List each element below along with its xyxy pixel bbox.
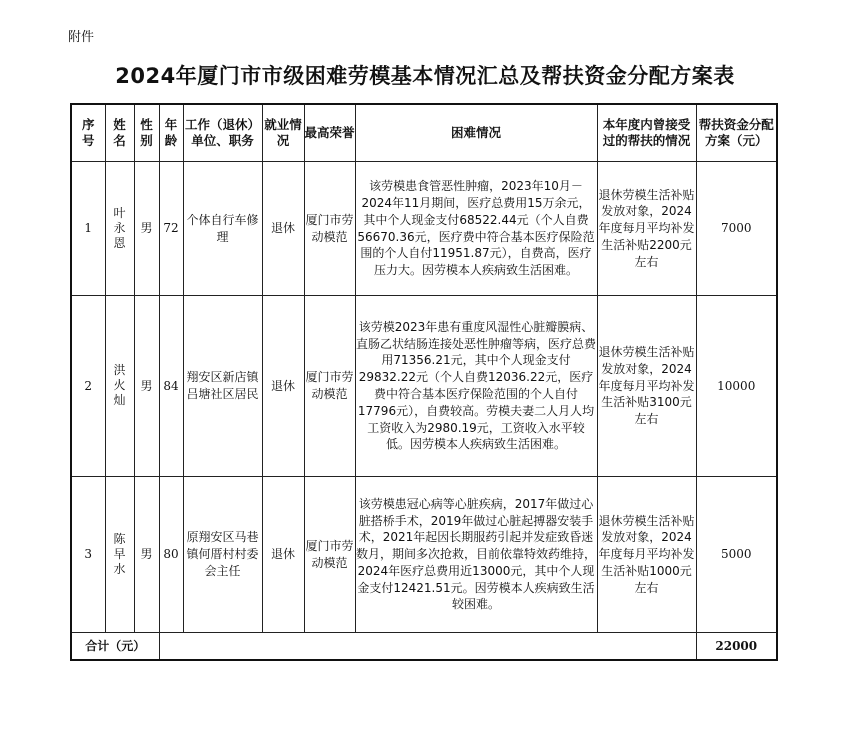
row-honor: 厦门市劳动模范: [304, 477, 355, 633]
row-difficulty: 该劳模2023年患有重度风湿性心脏瓣膜病、直肠乙状结肠连接处恶性肿瘤等病，医疗总费用71356.21元，其中个人现金支付29832.22元（个人自费12036.22元，医疗费中符合基本医疗保险范围的个人自付17796元），自费较高。劳模夫妻二人月人均工资收入为2980.19元，工资收入水平较低。因劳模本人疾病致生活困难。: [355, 296, 597, 477]
header-row: [71, 104, 777, 162]
total-amount: 22000: [696, 633, 777, 661]
header-name: 姓名: [105, 104, 134, 162]
header-work: 工作（退休）单位、职务: [183, 104, 262, 162]
row-amount: 7000: [696, 162, 777, 296]
header-honor: 最高荣誉: [304, 104, 355, 162]
row-age: 72: [159, 162, 183, 296]
table-row: [71, 477, 777, 633]
table-row: [71, 162, 777, 296]
total-label: 合计（元）: [71, 633, 159, 661]
row-amount: 10000: [696, 296, 777, 477]
table-row: [71, 296, 777, 477]
total-spacer: [159, 633, 696, 661]
row-index: 3: [71, 477, 105, 633]
header-gender: 性别: [134, 104, 159, 162]
header-index: 序号: [71, 104, 105, 162]
row-employment: 退休: [262, 162, 304, 296]
row-name: 洪火灿: [105, 296, 134, 477]
row-name: 叶永恩: [105, 162, 134, 296]
row-work: 原翔安区马巷镇何厝村村委会主任: [183, 477, 262, 633]
row-difficulty: 该劳模患冠心病等心脏疾病，2017年做过心脏搭桥手术，2019年做过心脏起搏器安装手术，2021年起因长期服药引起并发症致昏迷数月，期间多次抢救，目前依靠特效药维持，2024年医疗总费用近13000元，其中个人现金支付12421.51元。因劳模本人疾病致生活较困难。: [355, 477, 597, 633]
row-age: 84: [159, 296, 183, 477]
row-prior-aid: 退休劳模生活补贴发放对象，2024年度每月平均补发生活补贴2200元左右: [597, 162, 696, 296]
row-honor: 厦门市劳动模范: [304, 162, 355, 296]
header-amount: 帮扶资金分配方案（元）: [696, 104, 777, 162]
row-index: 2: [71, 296, 105, 477]
row-employment: 退休: [262, 477, 304, 633]
header-difficulty: 困难情况: [355, 104, 597, 162]
row-employment: 退休: [262, 296, 304, 477]
header-age: 年龄: [159, 104, 183, 162]
row-prior-aid: 退休劳模生活补贴发放对象，2024年度每月平均补发生活补贴3100元左右: [597, 296, 696, 477]
total-row: [71, 633, 777, 661]
row-prior-aid: 退休劳模生活补贴发放对象，2024年度每月平均补发生活补贴1000元左右: [597, 477, 696, 633]
summary-table: [70, 103, 778, 661]
row-index: 1: [71, 162, 105, 296]
row-difficulty: 该劳模患食管恶性肿瘤，2023年10月－2024年11月期间，医疗总费用15万余元，其中个人现金支付68522.44元（个人自费56670.36元，医疗费中符合基本医疗保险范围的个人自付11951.87元），自费高，医疗压力大。因劳模本人疾病致生活困难。: [355, 162, 597, 296]
header-prior-aid: 本年度内曾接受过的帮扶的情况: [597, 104, 696, 162]
row-gender: 男: [134, 162, 159, 296]
row-gender: 男: [134, 296, 159, 477]
row-name: 陈早水: [105, 477, 134, 633]
row-age: 80: [159, 477, 183, 633]
row-gender: 男: [134, 477, 159, 633]
row-honor: 厦门市劳动模范: [304, 296, 355, 477]
attachment-label: 附件: [68, 30, 95, 45]
document-title: 2024年厦门市市级困难劳模基本情况汇总及帮扶资金分配方案表: [115, 64, 735, 88]
header-employment: 就业情况: [262, 104, 304, 162]
row-amount: 5000: [696, 477, 777, 633]
row-work: 翔安区新店镇吕塘社区居民: [183, 296, 262, 477]
row-work: 个体自行车修理: [183, 162, 262, 296]
